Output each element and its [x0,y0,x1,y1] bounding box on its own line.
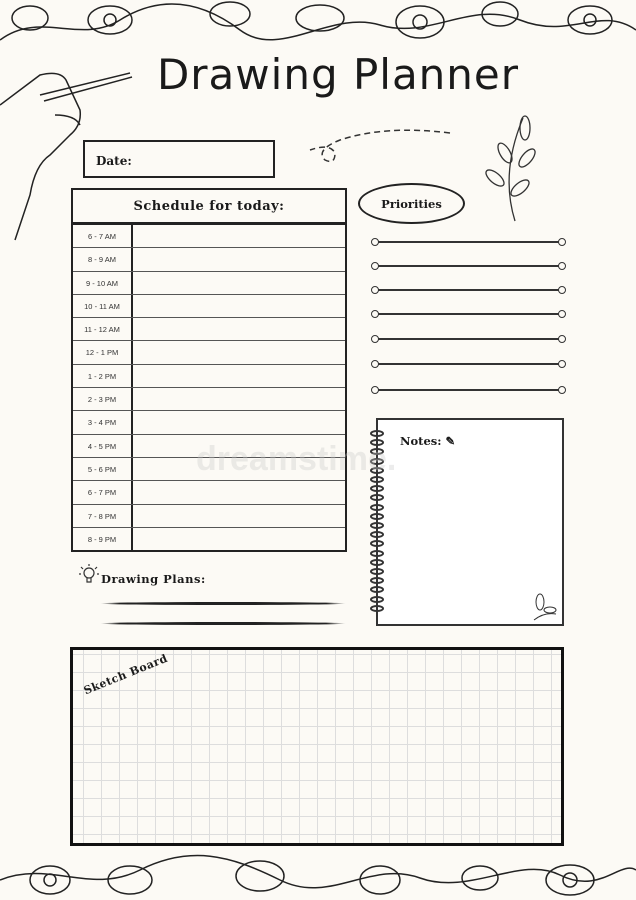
sketch-board[interactable] [70,647,564,846]
pencil-icon: ✎ [445,434,456,448]
schedule-entry[interactable] [133,528,345,551]
drawing-plan-line[interactable] [100,622,346,625]
schedule-row [73,248,345,271]
schedule-entry[interactable] [133,318,345,340]
schedule-entry[interactable] [133,505,345,527]
schedule-row [73,295,345,318]
schedule-entry[interactable] [133,341,345,363]
time-slot: 10 - 11 AM [73,295,133,317]
sketch-board-label: Sketch Board [81,651,170,698]
priorities-label: Priorities [358,183,465,224]
spiral-ring [370,605,384,612]
schedule-row [73,481,345,504]
time-slot: 7 - 8 PM [73,505,133,527]
time-slot: 6 - 7 AM [73,225,133,247]
schedule-entry[interactable] [133,388,345,410]
time-slot: 9 - 10 AM [73,272,133,294]
spiral-ring [370,559,384,566]
notes-box[interactable] [376,418,564,626]
leaf-icon [532,592,558,622]
schedule-entry[interactable] [133,248,345,270]
time-slot: 3 - 4 PM [73,411,133,433]
schedule-entry[interactable] [133,481,345,503]
time-slot: 8 - 9 AM [73,248,133,270]
date-field[interactable]: Date: [83,140,275,178]
schedule-entry[interactable] [133,365,345,387]
watermark: dreamstime. [196,440,397,478]
priority-line[interactable] [374,338,563,340]
priority-line[interactable] [374,265,563,267]
drawing-plan-line[interactable] [100,602,346,605]
spiral-ring [370,504,384,511]
time-slot: 1 - 2 PM [73,365,133,387]
notes-label: Notes: [400,434,442,448]
spiral-ring [370,568,384,575]
leaf-branch-icon [465,113,540,223]
time-slot: 11 - 12 AM [73,318,133,340]
schedule-row [73,225,345,248]
schedule-entry[interactable] [133,225,345,247]
floral-border-top [0,0,636,50]
priority-line[interactable] [374,289,563,291]
spiral-ring [370,550,384,557]
time-slot: 12 - 1 PM [73,341,133,363]
page-title: Drawing Planner [156,50,520,99]
drawing-plans-label: Drawing Plans: [101,572,206,586]
schedule-heading: Schedule for today: [73,190,345,225]
schedule-entry[interactable] [133,272,345,294]
schedule-row [73,272,345,295]
schedule-row [73,318,345,341]
schedule-entry[interactable] [133,295,345,317]
time-slot: 5 - 6 PM [73,458,133,480]
lightbulb-icon [78,563,100,585]
spiral-ring [370,513,384,520]
time-slot: 6 - 7 PM [73,481,133,503]
floral-border-bottom [0,850,636,900]
spiral-ring [370,522,384,529]
time-slot: 8 - 9 PM [73,528,133,551]
spiral-ring [370,596,384,603]
time-slot: 4 - 5 PM [73,435,133,457]
schedule-table [71,188,347,552]
priority-line[interactable] [374,363,563,365]
time-slot: 2 - 3 PM [73,388,133,410]
schedule-row [73,365,345,388]
schedule-row [73,341,345,364]
schedule-entry[interactable] [133,411,345,433]
priority-line[interactable] [374,389,563,391]
priority-line[interactable] [374,313,563,315]
schedule-row [73,388,345,411]
schedule-row [73,505,345,528]
priority-line[interactable] [374,241,563,243]
schedule-row [73,411,345,434]
dashed-swirl-decoration [305,125,455,170]
schedule-row [73,528,345,551]
spiral-ring [370,430,384,437]
